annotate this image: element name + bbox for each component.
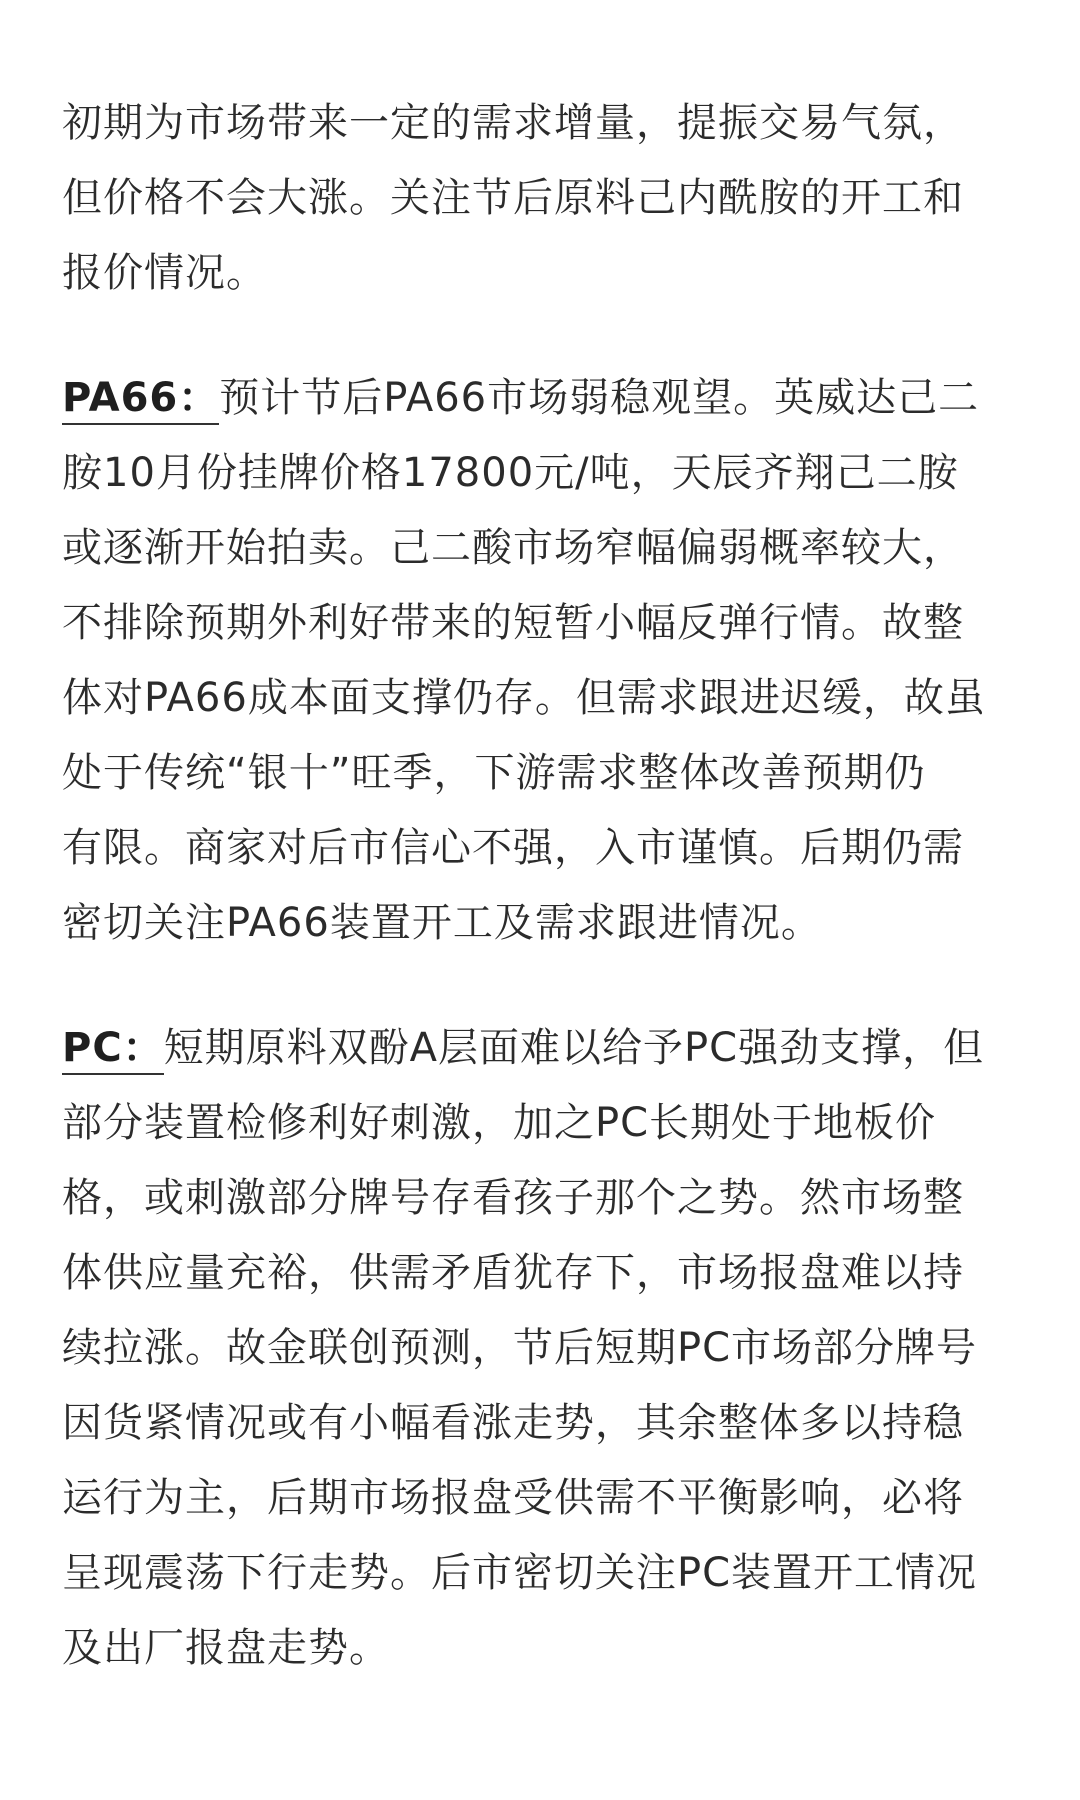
text-line: 运行为主，后期市场报盘受供需不平衡影响，必将 [62, 1475, 964, 1521]
text-line: 体对PA66成本面支撑仍存。但需求跟进迟缓，故虽 [62, 675, 986, 721]
pc-first-line: 短期原料双酚A层面难以给予PC强劲支撑，但 [163, 1025, 985, 1071]
text-line: 处于传统“银十”旺季，下游需求整体改善预期仍 [62, 750, 926, 796]
text-line: 因货紧情况或有小幅看涨走势，其余整体多以持稳 [62, 1400, 964, 1446]
text-line: 报价情况。 [62, 250, 267, 296]
pc-paragraph [62, 1011, 1022, 1686]
text-line: 部分装置检修利好刺激，加之PC长期处于地板价 [62, 1100, 937, 1146]
article-body [62, 86, 1022, 1686]
pa66-paragraph [62, 361, 1022, 961]
text-line [62, 1011, 1022, 1086]
text-line: 体供应量充裕，供需矛盾犹存下，市场报盘难以持 [62, 1250, 964, 1296]
pa66-label: PA66： [62, 375, 219, 425]
text-line: 初期为市场带来一定的需求增量，提振交易气氛， [62, 100, 964, 146]
text-line: 或逐渐开始拍卖。己二酸市场窄幅偏弱概率较大， [62, 525, 964, 571]
text-line: 密切关注PA66装置开工及需求跟进情况。 [62, 900, 822, 946]
text-line: 及出厂报盘走势。 [62, 1625, 390, 1671]
text-line: 但价格不会大涨。关注节后原料己内酰胺的开工和 [62, 175, 964, 221]
text-line: 续拉涨。故金联创预测，节后短期PC市场部分牌号 [62, 1325, 978, 1371]
pc-label: PC： [62, 1025, 164, 1075]
text-line: 格，或刺激部分牌号存看孩子那个之势。然市场整 [62, 1175, 964, 1221]
text-line: 呈现震荡下行走势。后市密切关注PC装置开工情况 [62, 1550, 978, 1596]
text-line [62, 361, 1022, 436]
text-line: 有限。商家对后市信心不强，入市谨慎。后期仍需 [62, 825, 964, 871]
text-line: 不排除预期外利好带来的短暂小幅反弹行情。故整 [62, 600, 964, 646]
text-line: 胺10月份挂牌价格17800元/吨，天辰齐翔己二胺 [62, 450, 959, 496]
pa66-first-line: 预计节后PA66市场弱稳观望。英威达己二 [219, 375, 980, 421]
intro-paragraph [62, 86, 1022, 311]
